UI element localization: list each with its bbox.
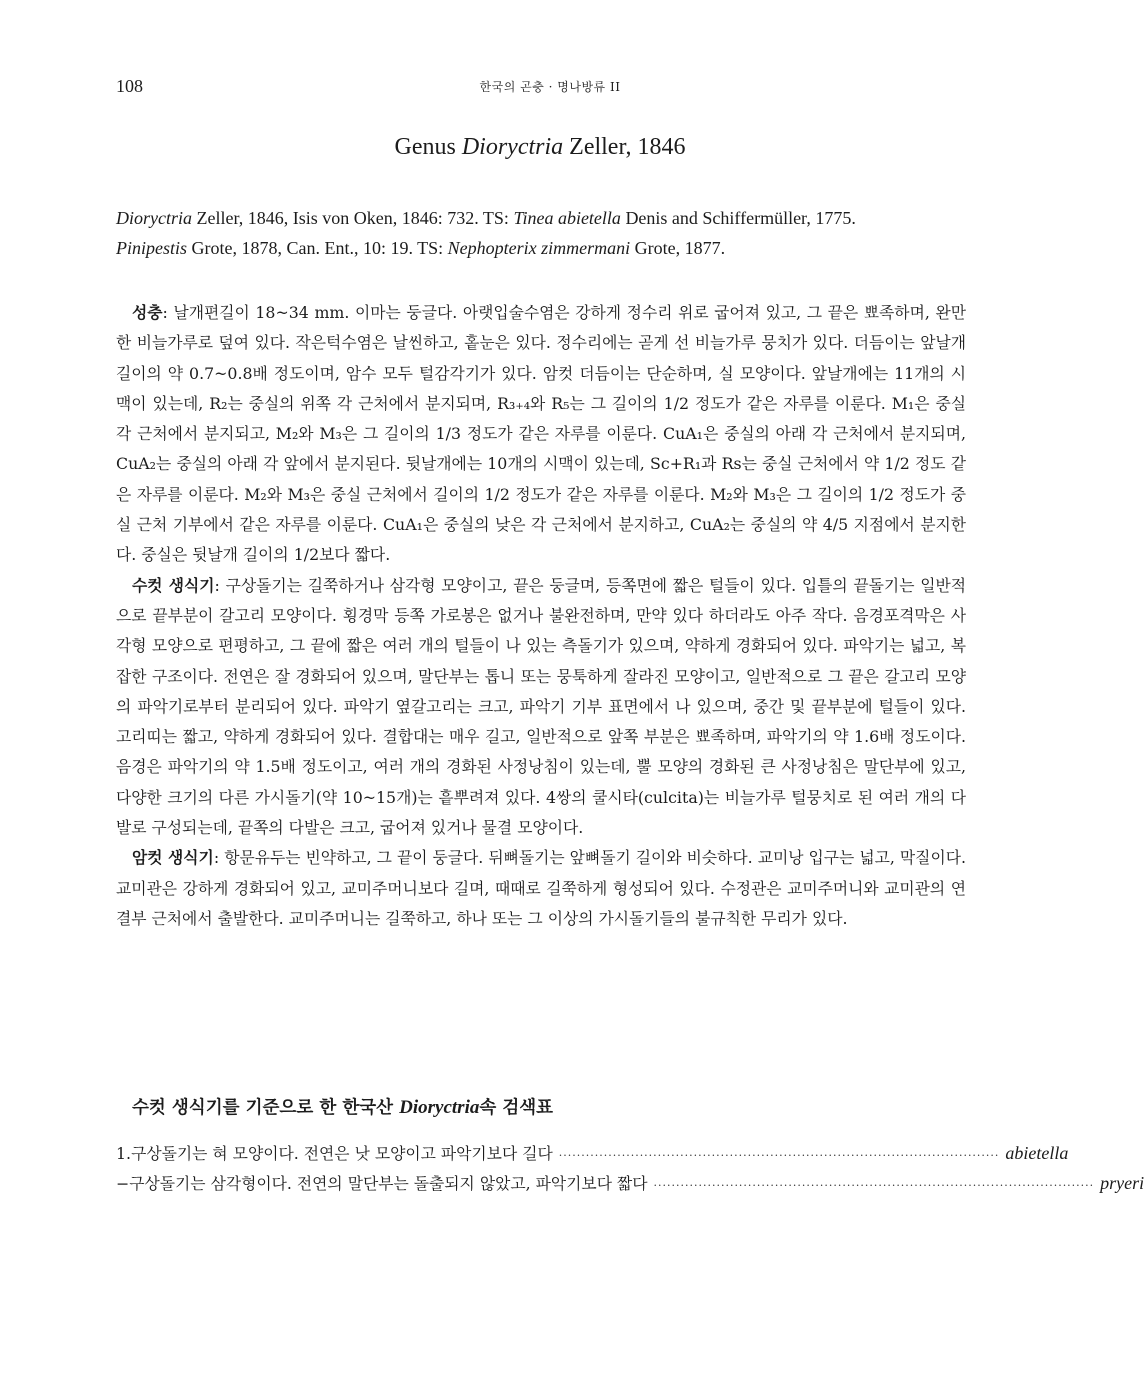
- genus-author: Zeller, 1846: [569, 134, 686, 160]
- type-species-author: Denis and Schiffermüller, 1775.: [625, 208, 856, 228]
- adult-description: [116, 298, 966, 571]
- genus-prefix: Genus: [394, 134, 456, 160]
- key-heading: [132, 1094, 553, 1119]
- genus-heading: [0, 134, 1080, 161]
- female-genitalia-description: [116, 843, 966, 934]
- key-heading-post: 속 검색표: [479, 1098, 554, 1118]
- synonymy-line: [116, 238, 976, 259]
- key-couplet: [116, 1141, 1069, 1164]
- key-couplet-text: 구상돌기는 혀 모양이다. 전연은 낫 모양이고 파악기보다 길다: [131, 1144, 553, 1163]
- leader-dots: ··································································································: [653, 1179, 1095, 1192]
- male-genitalia-label: 수컷 생식기: [132, 575, 215, 595]
- key-couplet: [116, 1171, 1144, 1194]
- leader-dots: ··································································································: [558, 1149, 1000, 1162]
- male-genitalia-description: [116, 571, 966, 844]
- male-genitalia-text: : 구상돌기는 길쭉하거나 삼각형 모양이고, 끝은 둥글며, 등쪽면에 짧은 털들이 있다. 입틀의 끝돌기는 일반적으로 끝부분이 갈고리 모양이다. 횡경막 등쪽 가로봉은 없거나 불완전하며, 만약 있다 하더라도 아주 작다. 음경포격막은 사각형 모양으로 편평하고, 그 끝에 짧은 여러 개의 털들이 나 있는 측돌기가 있으며, 약하게 경화되어 있다. 파악기는 넓고, 복잡한 구조이다. 전연은 잘 경화되어 있으며, 말단부는 톱니 또는 뭉툭하게 잘라진 모양이고, 일반적으로 그 끝은 갈고리 모양의 파악기로부터 분리되어 있다. 파악기 옆갈고리는 크고, 파악기 기부 표면에서 나 있으며, 중간 및 끝부분에 털들이 있다. 고리띠는 짧고, 약하게 경화되어 있다. 결합대는 매우 길고, 일반적으로 앞쪽 부분은 뾰족하며, 파악기의 약 1.6배 정도이다. 음경은 파악기의 약 1.5배 정도이고, 여러 개의 경화된 사정낭침이 있는데, 뿔 모양의 경화된 큰 사정낭침은 말단부에 있고, 다양한 크기의 다른 가시돌기(약 10~15개)는 흩뿌려져 있다. 4쌍의 쿨시타(culcita)는 비늘가루 털뭉치로 된 여러 개의 다발로 구성되는데, 끝쪽의 다발은 크고, 굽어져 있거나 물결 모양이다.: [116, 575, 966, 838]
- synonymy-line: [116, 208, 976, 229]
- type-species: Nephopterix zimmermani: [447, 238, 631, 258]
- page-number: 108: [116, 76, 143, 96]
- synonym-citation: Grote, 1878, Can. Ent., 10: 19. TS:: [191, 238, 444, 258]
- synonym-genus: Pinipestis: [116, 238, 187, 258]
- key-couplet-text: 구상돌기는 삼각형이다. 전연의 말단부는 돌출되지 않았고, 파악기보다 짧다: [129, 1174, 648, 1193]
- key-result: abietella: [1005, 1143, 1069, 1163]
- key-heading-pre: 수컷 생식기를 기준으로 한 한국산: [132, 1098, 394, 1118]
- genus-name: Dioryctria: [461, 134, 564, 160]
- running-title: 한국의 곤충 · 명나방류 II: [479, 80, 621, 94]
- key-heading-genus: Dioryctria: [399, 1097, 480, 1118]
- adult-text: : 날개편길이 18~34 mm. 이마는 둥글다. 아랫입술수염은 강하게 정수리 위로 굽어져 있고, 그 끝은 뾰족하며, 완만한 비늘가루로 덮여 있다. 작은턱수염은 날씬하고, 홑눈은 있다. 정수리에는 곧게 선 비늘가루 뭉치가 있다. 더듬이는 앞날개 길이의 약 0.7~0.8배 정도이며, 암수 모두 털감각기가 있다. 암컷 더듬이는 단순하며, 실 모양이다. 앞날개에는 11개의 시맥이 있는데, R₂는 중실의 위쪽 각 근처에서 분지되며, R₃₊₄와 R₅는 그 길이의 1/2 정도가 같은 자루를 이룬다. M₁은 중실 각 근처에서 분지되고, M₂와 M₃은 그 길이의 1/3 정도가 같은 자루를 이룬다. CuA₁은 중실의 아래 각 근처에서 분지되며, CuA₂는 중실의 아래 각 앞에서 분지된다. 뒷날개에는 10개의 시맥이 있는데, Sc+R₁과 Rs는 중실 근처에서 약 1/2 정도 같은 자루를 이룬다. M₂와 M₃은 중실 근처에서 길이의 1/2 정도가 같은 자루를 이룬다. M₂와 M₃은 그 길이의 1/2 정도가 중실 근처 기부에서 같은 자루를 이룬다. CuA₁은 중실의 낮은 각 근처에서 분지하고, CuA₂는 중실의 약 4/5 지점에서 분지한다. 중실은 뒷날개 길이의 1/2보다 짧다.: [116, 303, 966, 565]
- type-species-author: Grote, 1877.: [634, 238, 726, 258]
- key-couplet-number: −: [116, 1174, 130, 1193]
- description-body: [116, 298, 966, 934]
- synonym-genus: Dioryctria: [116, 208, 192, 228]
- adult-label: 성충: [132, 303, 163, 322]
- female-genitalia-label: 암컷 생식기: [132, 848, 214, 868]
- key-result: pryeri: [1100, 1173, 1144, 1193]
- type-species: Tinea abietella: [513, 208, 621, 228]
- female-genitalia-text: : 항문유두는 빈약하고, 그 끝이 둥글다. 뒤뼈돌기는 앞뼈돌기 길이와 비슷하다. 교미낭 입구는 넓고, 막질이다. 교미관은 강하게 경화되어 있고, 교미주머니보다 길며, 때때로 길쭉하게 형성되어 있다. 수정관은 교미주머니와 교미관의 연결부 근처에서 출발한다. 교미주머니는 길쭉하고, 하나 또는 그 이상의 가시돌기들의 불규칙한 무리가 있다.: [116, 848, 966, 928]
- key-couplet-number: 1.: [116, 1144, 132, 1163]
- synonym-citation: Zeller, 1846, Isis von Oken, 1846: 732. TS:: [196, 208, 509, 228]
